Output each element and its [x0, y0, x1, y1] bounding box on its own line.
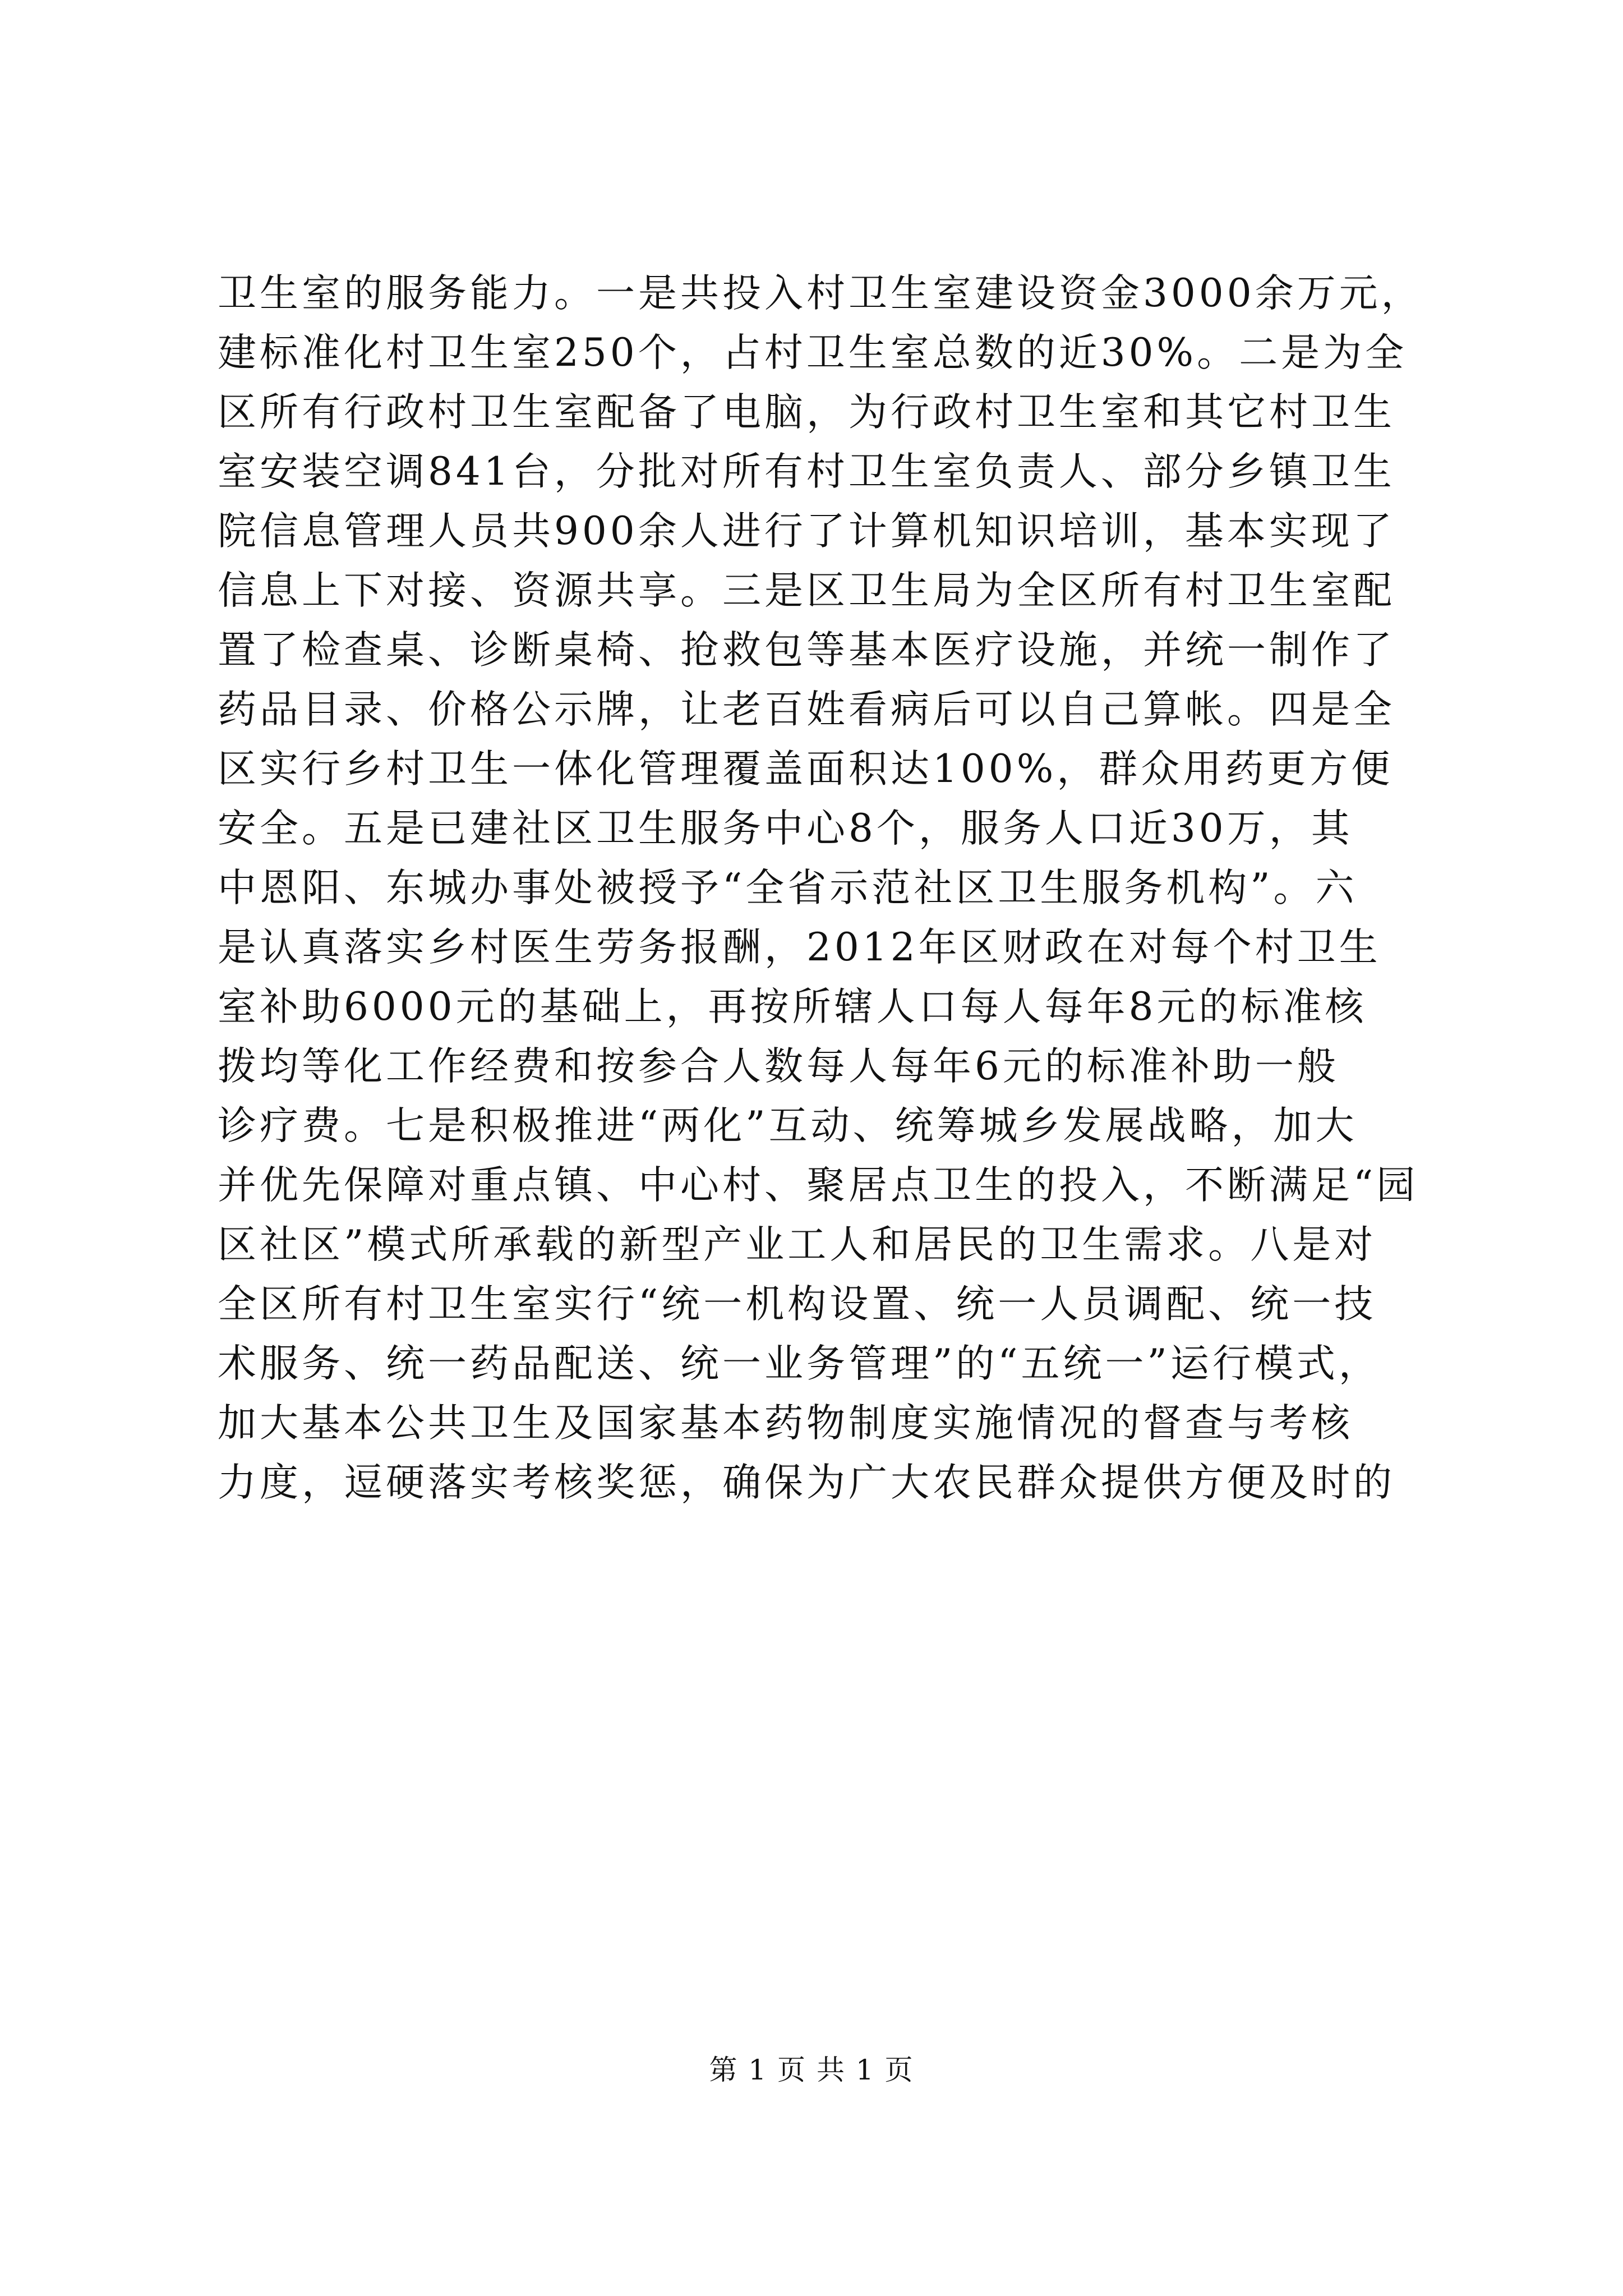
- page-footer: [0, 2050, 1623, 2090]
- text-line: 安全。五是已建社区卫生服务中心8个，服务人口近30万，其: [218, 806, 1353, 851]
- text-line: 区实行乡村卫生一体化管理覆盖面积达100%，群众用药更方便: [218, 747, 1394, 792]
- text-line: 并优先保障对重点镇、中心村、聚居点卫生的投入，不断满足“园: [218, 1163, 1419, 1208]
- text-line: 信息上下对接、资源共享。三是区卫生局为全区所有村卫生室配: [218, 568, 1395, 613]
- text-line: 卫生室的服务能力。一是共投入村卫生室建设资金3000余万元，: [218, 271, 1423, 316]
- body-paragraph: [218, 264, 1423, 1512]
- page-number-label: 第 1 页 共 1 页: [709, 2054, 914, 2086]
- text-line: 加大基本公共卫生及国家基本药物制度实施情况的督查与考核: [218, 1401, 1353, 1446]
- text-line: 诊疗费。七是积极推进“两化”互动、统筹城乡发展战略，加大: [218, 1103, 1358, 1148]
- text-line: 室安装空调841台，分批对所有村卫生室负责人、部分乡镇卫生: [218, 449, 1395, 494]
- text-line: 区所有行政村卫生室配备了电脑，为行政村卫生室和其它村卫生: [218, 390, 1395, 435]
- text-line: 药品目录、价格公示牌，让老百姓看病后可以自己算帐。四是全: [218, 687, 1395, 732]
- text-line: 是认真落实乡村医生劳务报酬，2012年区财政在对每个村卫生: [218, 925, 1381, 970]
- text-line: 拨均等化工作经费和按参合人数每人每年6元的标准补助一般: [218, 1044, 1339, 1089]
- text-line: 室补助6000元的基础上，再按所辖人口每人每年8元的标准核: [218, 984, 1367, 1029]
- text-line: 建标准化村卫生室250个，占村卫生室总数的近30%。二是为全: [218, 330, 1408, 375]
- text-line: 置了检查桌、诊断桌椅、抢救包等基本医疗设施，并统一制作了: [218, 628, 1395, 673]
- text-line: 术服务、统一药品配送、统一业务管理”的“五统一”运行模式，: [218, 1341, 1381, 1386]
- text-line: 区社区”模式所承载的新型产业工人和居民的卫生需求。八是对: [218, 1222, 1377, 1267]
- text-line: 中恩阳、东城办事处被授予“全省示范社区卫生服务机构”。六: [218, 866, 1358, 910]
- text-line: 全区所有村卫生室实行“统一机构设置、统一人员调配、统一技: [218, 1282, 1377, 1327]
- text-line: 院信息管理人员共900余人进行了计算机知识培训，基本实现了: [218, 509, 1395, 554]
- text-line: 力度，逗硬落实考核奖惩，确保为广大农民群众提供方便及时的: [218, 1460, 1395, 1505]
